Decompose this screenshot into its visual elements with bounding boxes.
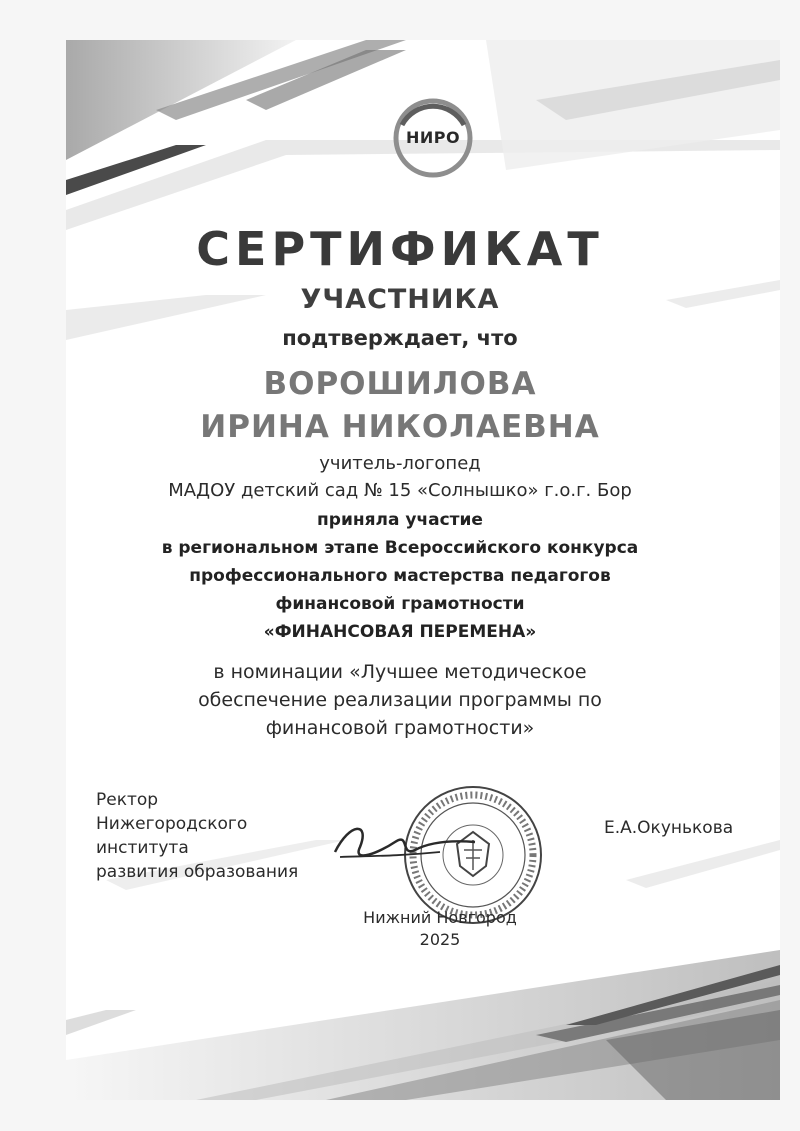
contest-line: финансовой грамотности [275, 594, 525, 614]
rector-line: Нижегородского [96, 814, 248, 834]
recipient-position: учитель-логопед [319, 453, 481, 474]
contest-line: в региональном этапе Всероссийского конкурса [161, 538, 639, 558]
nomination-line: обеспечение реализации программы по [198, 689, 602, 711]
year: 2025 [419, 930, 461, 949]
signature-icon [330, 812, 480, 872]
rector-line: института [96, 838, 189, 858]
recipient-surname: ВОРОШИЛОВА [263, 366, 537, 402]
rector-title [96, 788, 298, 884]
certificate-title: СЕРТИФИКАТ [196, 222, 604, 276]
recipient-name: ИРИНА НИКОЛАЕВНА [200, 409, 600, 445]
contest-name: «ФИНАНСОВАЯ ПЕРЕМЕНА» [263, 622, 537, 642]
logo-text: НИРО [405, 128, 461, 147]
signer-name: Е.А.Окунькова [604, 818, 734, 838]
city: Нижний Новгород [363, 908, 517, 927]
certificate-subtitle: УЧАСТНИКА [300, 284, 500, 315]
nomination-line: финансовой грамотности» [265, 717, 535, 739]
nomination-line: в номинации «Лучшее методическое [213, 661, 587, 683]
rector-line: Ректор [96, 790, 159, 810]
recipient-organization: МАДОУ детский сад № 15 «Солнышко» г.о.г. Бор [168, 480, 632, 501]
participation-text: приняла участие [317, 510, 483, 530]
contest-line: профессионального мастерства педагогов [189, 566, 611, 586]
confirm-text: подтверждает, что [282, 326, 518, 350]
rector-line: развития образования [96, 862, 299, 882]
